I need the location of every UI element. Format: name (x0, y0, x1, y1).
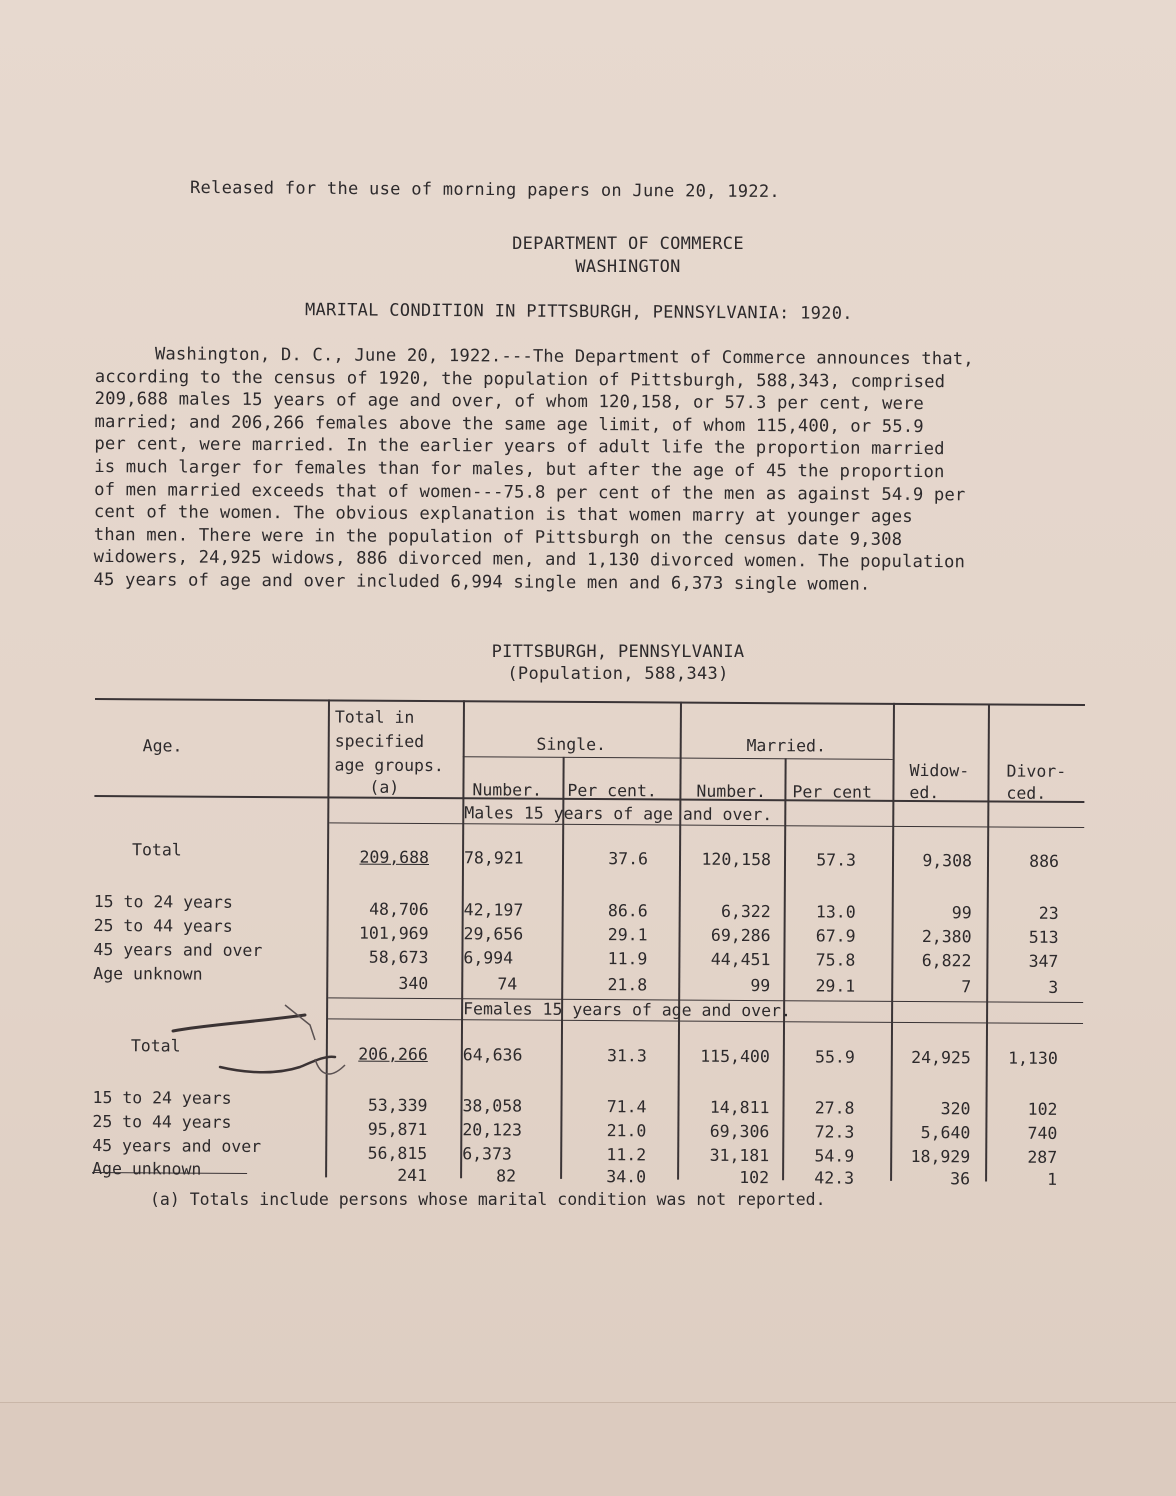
row-divorced: 1 (1047, 1169, 1058, 1189)
document-title: MARITAL CONDITION IN PITTSBURGH, PENNSYLVANIA: 1920. (304, 300, 853, 324)
row-divorced: 740 (1027, 1123, 1058, 1143)
paragraph-line: per cent, were married. In the earlier years of adult life the proportion married (94, 434, 945, 460)
body-paragraph (93, 343, 1094, 598)
statistics-table (92, 698, 1085, 1204)
females-total-married-percent: 55.9 (815, 1047, 855, 1067)
males-total-married-percent: 57.3 (816, 850, 857, 870)
header-total-1: Total in (334, 707, 415, 727)
row-single-percent: 34.0 (606, 1167, 647, 1187)
row-age: 45 years and over (92, 1135, 262, 1157)
row-single-percent: 21.0 (606, 1121, 647, 1141)
row-widowed: 7 (961, 977, 972, 997)
row-married-percent: 67.9 (815, 926, 856, 946)
table-title: PITTSBURGH, PENNSYLVANIA (491, 642, 745, 662)
row-total: 340 (398, 973, 429, 994)
males-total-married-number: 120,158 (701, 849, 772, 870)
subheader-rule (463, 756, 893, 760)
row-age: 15 to 24 years (92, 1087, 232, 1108)
row-single-number: 6,373 (462, 1144, 512, 1164)
row-total: 56,815 (367, 1143, 428, 1164)
header-widowed-2: ed. (909, 782, 940, 803)
row-married-percent: 75.8 (815, 950, 856, 970)
paragraph-line: Washington, D. C., June 20, 1922.---The Department of Commerce announces that, (154, 344, 974, 370)
header-age: Age. (142, 736, 183, 756)
pencil-scrawl (165, 995, 365, 1095)
males-total-label: Total (132, 840, 182, 860)
paragraph-line: cent of the women. The obvious explanation is that women marry at younger ages (93, 502, 913, 528)
header-single: Single. (536, 734, 607, 755)
row-widowed: 99 (951, 903, 972, 923)
paragraph-line: 45 years of age and over included 6,994 single men and 6,373 single women. (93, 569, 871, 595)
row-age: Age unknown (92, 1158, 202, 1179)
row-single-number: 74 (497, 974, 518, 994)
row-married-percent: 13.0 (815, 902, 856, 922)
row-total: 241 (397, 1165, 428, 1186)
females-total-divorced: 1,130 (1008, 1048, 1058, 1068)
paragraph-line: than men. There were in the population of Pittsburgh on the census date 9,308 (93, 524, 903, 550)
row-married-number: 69,306 (709, 1121, 770, 1142)
row-married-number: 14,811 (709, 1097, 770, 1118)
row-widowed: 18,929 (910, 1146, 971, 1167)
row-total: 95,871 (367, 1119, 428, 1140)
row-married-percent: 72.3 (814, 1122, 855, 1142)
row-divorced: 287 (1027, 1147, 1058, 1167)
paragraph-line: according to the census of 1920, the population of Pittsburgh, 588,343, comprised (94, 366, 946, 392)
row-age: Age unknown (93, 963, 203, 984)
row-single-percent: 71.4 (606, 1097, 647, 1117)
males-total-single-percent: 37.6 (608, 849, 649, 869)
header-total-4: (a) (369, 777, 400, 797)
row-divorced: 513 (1028, 927, 1059, 947)
row-single-percent: 11.9 (607, 949, 648, 969)
row-single-percent: 11.2 (606, 1145, 647, 1165)
row-married-percent: 42.3 (814, 1168, 855, 1188)
males-total-divorced: 886 (1029, 851, 1060, 871)
paragraph-line: is much larger for females than for males, but after the age of 45 the proportion (94, 456, 945, 483)
section-label-females: Females 15 years of age and over. (463, 999, 791, 1021)
row-age: 15 to 24 years (93, 891, 233, 912)
row-married-number: 102 (739, 1167, 770, 1188)
row-single-number: 42,197 (463, 900, 524, 920)
paragraph-line: widowers, 24,925 widows, 886 divorced men, and 1,130 divorced women. The population (93, 547, 966, 573)
row-single-percent: 21.8 (607, 975, 648, 995)
row-single-number: 38,058 (462, 1096, 523, 1116)
header-single-percent: Per cent. (567, 780, 657, 801)
males-total-all: 209,688 (359, 847, 430, 868)
table-subtitle: (Population, 588,343) (507, 664, 729, 684)
females-total-all: 206,266 (358, 1044, 428, 1065)
header-married-number: Number. (696, 781, 767, 802)
row-single-number: 20,123 (462, 1120, 523, 1140)
footnote: (a) Totals include persons whose marital condition was not reported. (150, 1190, 826, 1209)
paragraph-line: of men married exceeds that of women---75.8 per cent of the men as against 54.9 per (94, 479, 966, 505)
page-fold (0, 1402, 1176, 1496)
header-divorced-1: Divor- (1006, 761, 1067, 781)
row-single-percent: 86.6 (607, 901, 648, 921)
header-single-number: Number. (472, 780, 543, 800)
row-divorced: 347 (1028, 951, 1059, 971)
release-line: Released for the use of morning papers on June 20, 1922. (189, 177, 781, 203)
department-heading: DEPARTMENT OF COMMERCE (512, 234, 744, 254)
row-divorced: 3 (1048, 977, 1059, 997)
section-label-males: Males 15 years of age and over. (464, 803, 773, 825)
paragraph-line: 209,688 males 15 years of age and over, of whom 120,158, or 57.3 per cent, were (94, 389, 925, 415)
row-married-percent: 54.9 (814, 1146, 855, 1166)
row-age: 25 to 44 years (93, 915, 233, 936)
females-total-single-number: 64,636 (462, 1045, 523, 1065)
header-married-percent: Per cent (792, 782, 872, 802)
females-total-widowed: 24,925 (911, 1047, 971, 1068)
row-single-percent: 29.1 (607, 925, 648, 945)
row-total: 53,339 (367, 1095, 428, 1116)
row-single-number: 82 (496, 1166, 517, 1186)
row-married-number: 6,322 (720, 901, 771, 922)
row-single-number: 6,994 (463, 948, 514, 968)
table-top-rule (95, 698, 1085, 706)
header-married: Married. (746, 735, 827, 756)
header-widowed-1: Widow- (909, 760, 970, 781)
row-total: 58,673 (368, 947, 429, 968)
paragraph-line: married; and 206,266 females above the same age limit, of whom 115,400, or 55.9 (94, 411, 924, 437)
row-total: 48,706 (369, 899, 429, 920)
header-total-3: age groups. (334, 755, 444, 776)
females-total-single-percent: 31.3 (607, 1046, 647, 1066)
washington-heading: WASHINGTON (575, 257, 681, 277)
row-widowed: 320 (940, 1099, 971, 1119)
row-age: 45 years and over (93, 939, 263, 961)
row-divorced: 23 (1038, 903, 1059, 923)
row-single-number: 29,656 (463, 924, 524, 944)
row-age: 25 to 44 years (92, 1111, 232, 1132)
males-total-widowed: 9,308 (922, 851, 973, 871)
row-married-number: 31,181 (709, 1145, 770, 1166)
row-married-number: 44,451 (710, 949, 771, 970)
row-widowed: 36 (950, 1169, 971, 1189)
row-married-percent: 29.1 (815, 976, 856, 996)
females-total-married-number: 115,400 (700, 1046, 770, 1067)
row-widowed: 2,380 (921, 927, 972, 947)
row-widowed: 6,822 (921, 951, 972, 971)
row-married-number: 69,286 (710, 925, 771, 946)
header-total-2: specified (334, 731, 425, 752)
females-total-label: Total (130, 1036, 181, 1056)
row-total: 101,969 (358, 923, 429, 944)
row-married-percent: 27.8 (814, 1098, 855, 1118)
row-divorced: 102 (1027, 1099, 1058, 1119)
row-widowed: 5,640 (920, 1123, 971, 1143)
header-divorced-2: ced. (1006, 783, 1047, 803)
row-married-number: 99 (750, 976, 771, 996)
males-total-single-number: 78,921 (463, 848, 524, 868)
